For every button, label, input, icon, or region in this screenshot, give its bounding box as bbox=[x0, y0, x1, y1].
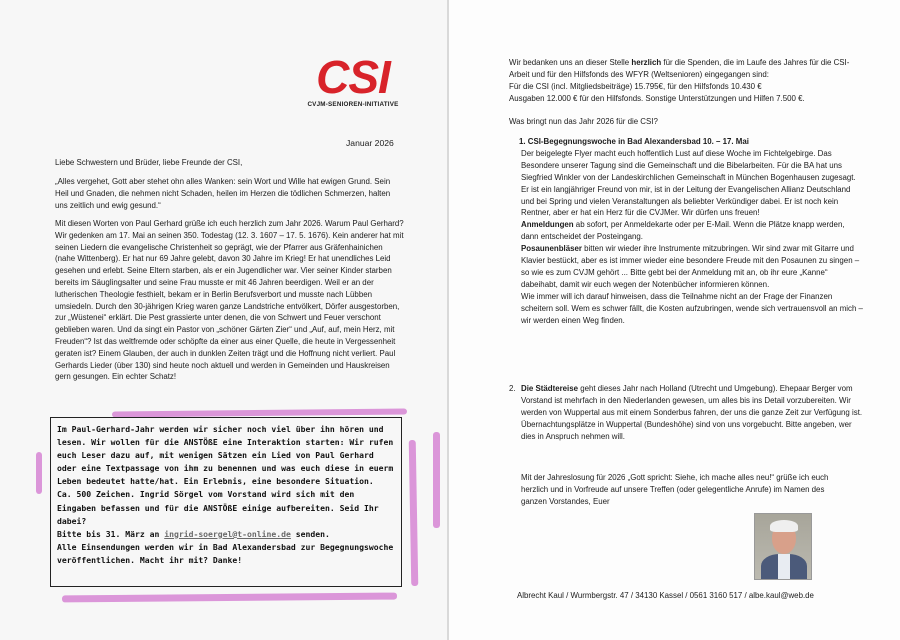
letter-date: Januar 2026 bbox=[346, 138, 394, 148]
box-paragraph-2: Ca. 500 Zeichen. Ingrid Sörgel vom Vorstand wird sich mit den Eingaben befassen und für die ANSTÖßE einige aufbereiten. Seid Ihr dabei? bbox=[57, 489, 379, 526]
salutation: Liebe Schwestern und Brüder, liebe Freunde der CSI, bbox=[55, 158, 243, 167]
meeting-week-body bbox=[509, 148, 864, 327]
box-deadline-text: Bitte bis 31. März an bbox=[57, 528, 165, 539]
item-meeting-week bbox=[509, 136, 864, 327]
intro-paragraph: Mit diesen Worten von Paul Gerhard grüße ich euch herzlich zum Jahr 2026. Warum Paul Gerhard? Wir gedenken am 17. Mai an seinen 350. Todestag (12. 3. 1607 – 17. 5. 1676). Kein anderer hat mit seinen Liedern die evangelische Christenheit so geprägt, wie der Pfarrer aus Gräfenhainichen (nahe Wittenberg). Er hat nur 69 Jahre gelebt, davon 30 Jahre im Krieg! Er hat unendliches Leid gesehen und erlebt. Seine Eltern starben, als er ein Jugendlicher war. Vier seiner Kinder starben bereits im Säuglingsalter und seine Frau musste er mit 46 Jahren beerdigen. Weil er an der lutherischen Theologie festhielt, bekam er in Berlin Berufsverbort und musste nach Lübben umsiedeln. Durch den 30-jährigen Krieg waren ganze Landstriche entvölkert, Dörfer ausgestorben, zur „Wüstenei“ erklärt. Die Pest grassierte unter denen, die von Schwert und Feuer verschont geblieben waren. Und da singt ein Pastor von „schöner Gärten Zier“ und „Auf, auf, mein Herz, mit Freuden“? Ist das weltfremde oder schöpfte da einer aus einer Quelle, die heute in Vergessenheit geraten ist? Einem Glauben, der auch in dunklen Zeiten trägt und die Hoffnung nicht verliert. Paul Gerhards Lieder (über 130) sind heute noch aktuell und werden in Gemeinden und Hauskreisen gern gesungen. Ein echter Schatz! bbox=[55, 219, 404, 382]
donations-paragraph bbox=[509, 57, 864, 105]
thanks-text: Wir bedanken uns an dieser Stelle bbox=[509, 58, 632, 67]
year-question: Was bringt nun das Jahr 2026 für die CSI? bbox=[509, 117, 658, 126]
brass-label: Posaunenbläser bbox=[521, 244, 582, 254]
right-page bbox=[449, 0, 900, 640]
meeting-week-p4: Wie immer will ich darauf hinweisen, dass die Teilnahme nicht an der Frage der Finanzen scheitern soll. Wem es schwer fällt, die Kosten aufzubringen, wende sich vertrauensvoll an mich – wir werden einen Weg finden. bbox=[521, 291, 863, 325]
call-to-action-box bbox=[50, 417, 402, 587]
city-trip-text: geht dieses Jahr nach Holland (Utrecht und Umgebung). Ehepaar Berger vom Vorstand ist mehrfach in den Niederlanden gewesen, um alles bis ins Detail vorzubereiten. Wir werden von Wuppertal aus mit einem Sonderbus fahren, der uns die ganze Zeit zur Verfügung ist. Übernachtungsplätze in Wuppertal (Bundeshöhe) sind von uns vorgebucht. Bitte angeben, wer dies in Anspruch nehmen will. bbox=[521, 384, 863, 441]
contact-email-link[interactable]: ingrid-soergel@t-online.de bbox=[164, 528, 291, 539]
box-paragraph-1: Im Paul-Gerhard-Jahr werden wir sicher noch viel über ihn hören und lesen. Wir wollen für die ANSTÖßE eine Interaktion starten: Wir rufen euch Leser dazu auf, mit wenigen Sätzen ein Lied von Paul Gerhard oder eine Textpassage von ihm zu benennen und was euch diese in euerm Leben bedeutet hatte/hat. Ein Erlebnis, eine besondere Situation. bbox=[57, 424, 394, 487]
meeting-week-p1: Der beigelegte Flyer macht euch hoffentlich Lust auf diese Woche im Fichtelgebirge. Das Besondere unserer Tagung sind die Gemeinschaft und die Bibelarbeiten. Für die BA hat uns Siegfried Winkler von der Landeskirchlichen Gemeinschaft in München Bogenhausen zugesagt. Er ist ein langjähriger Freund von mir, ist in der Leitung der Evangelischen Allianz Deutschland und bei Spring und vielen Veranstaltungen als beliebter Verkündiger dabei. Er ist noch kein Rentner, aber er hat ein Herz für die CVJMer. Wir dürfen uns freuen! bbox=[521, 148, 856, 218]
donations-expenses: Ausgaben 12.000 € für den Hilfsfonds. Sonstige Unterstützungen und Hilfen 7.500 €. bbox=[509, 93, 805, 103]
logo-mark: CSI bbox=[316, 51, 390, 103]
closing-paragraph: Mit der Jahreslosung für 2026 „Gott spricht: Siehe, ich mache alles neu!“ grüße ich euch herzlich und in Vorfreude auf unsere Treffen (oder gelegentliche Anrufe) im Namen des ganzen Vorstandes, Euer bbox=[521, 473, 829, 506]
left-page bbox=[0, 0, 447, 640]
box-paragraph-3 bbox=[57, 528, 395, 541]
box-paragraph-4: Alle Einsendungen werden wir in Bad Alexandersbad zur Begegnungswoche veröffentlichen. Macht ihr mit? Danke! bbox=[57, 541, 394, 565]
thanks-bold: herzlich bbox=[631, 58, 662, 67]
brass-text: bitten wir wieder ihre Instrumente mitzubringen. Wir sind zwar mit Gitarre und Klavier bestückt, aber es ist immer wieder eine besondere Freude mit den Posaunen zu singen – so wie es zum CVJM gehört ... Bitte gebt bei der Anmeldung mit an, ob ihr eure „Kanne“ dabeihabt, damit wir euch wegen der Notenbücher informieren können. bbox=[521, 244, 860, 289]
highlighter-mark-bottom bbox=[62, 593, 397, 603]
highlighter-mark-right-1 bbox=[409, 440, 419, 586]
author-photo bbox=[754, 513, 812, 580]
hymn-quote: „Alles vergehet, Gott aber stehet ohn alles Wanken: sein Wort und Wille hat ewigen Grund. Sein Heil und Gnaden, die nehmen nicht Schaden, heilen im Herzen die tödlichen Schmerzen, halten uns zeitlich und ewig gesund.“ bbox=[55, 177, 391, 210]
city-trip-label: Die Städtereise bbox=[521, 384, 579, 393]
csi-logo bbox=[298, 51, 408, 108]
highlighter-mark-left bbox=[36, 452, 42, 494]
donations-thanks bbox=[509, 57, 864, 81]
address-footer: Albrecht Kaul / Wurmbergstr. 47 / 34130 Kassel / 0561 3160 517 / albe.kaul@web.de bbox=[517, 591, 814, 600]
meeting-week-heading bbox=[509, 136, 864, 148]
donations-income: Für die CSI (incl. Mitgliedsbeiträge) 15.795€, für den Hilfsfonds 10.430 € bbox=[509, 81, 762, 91]
item-city-trip bbox=[509, 383, 864, 443]
box-send-text: senden. bbox=[290, 528, 330, 539]
highlighter-mark-right-2 bbox=[433, 432, 440, 528]
registration-label: Anmeldungen bbox=[521, 220, 574, 230]
meeting-week-p3 bbox=[521, 243, 864, 291]
meeting-week-p2 bbox=[521, 219, 864, 243]
logo-subtitle: CVJM-SENIOREN-INITIATIVE bbox=[307, 101, 399, 108]
thanks-text-end: für die Spenden, die im Laufe des Jahres für die CSI-Arbeit und für den Hilfsfonds des WFYR (Weltsenioren) eingegangen sind: bbox=[509, 58, 850, 79]
city-trip-body bbox=[521, 383, 864, 443]
registration-text: ab sofort, per Anmeldekarte oder per E-Mail. Wenn die Plätze knapp werden, dann entscheidet der Posteingang. bbox=[521, 220, 845, 242]
city-trip-number: 2. bbox=[509, 384, 516, 393]
meeting-week-title: 1. CSI-Begegnungswoche in Bad Alexandersbad 10. – 17. Mai bbox=[519, 137, 749, 146]
